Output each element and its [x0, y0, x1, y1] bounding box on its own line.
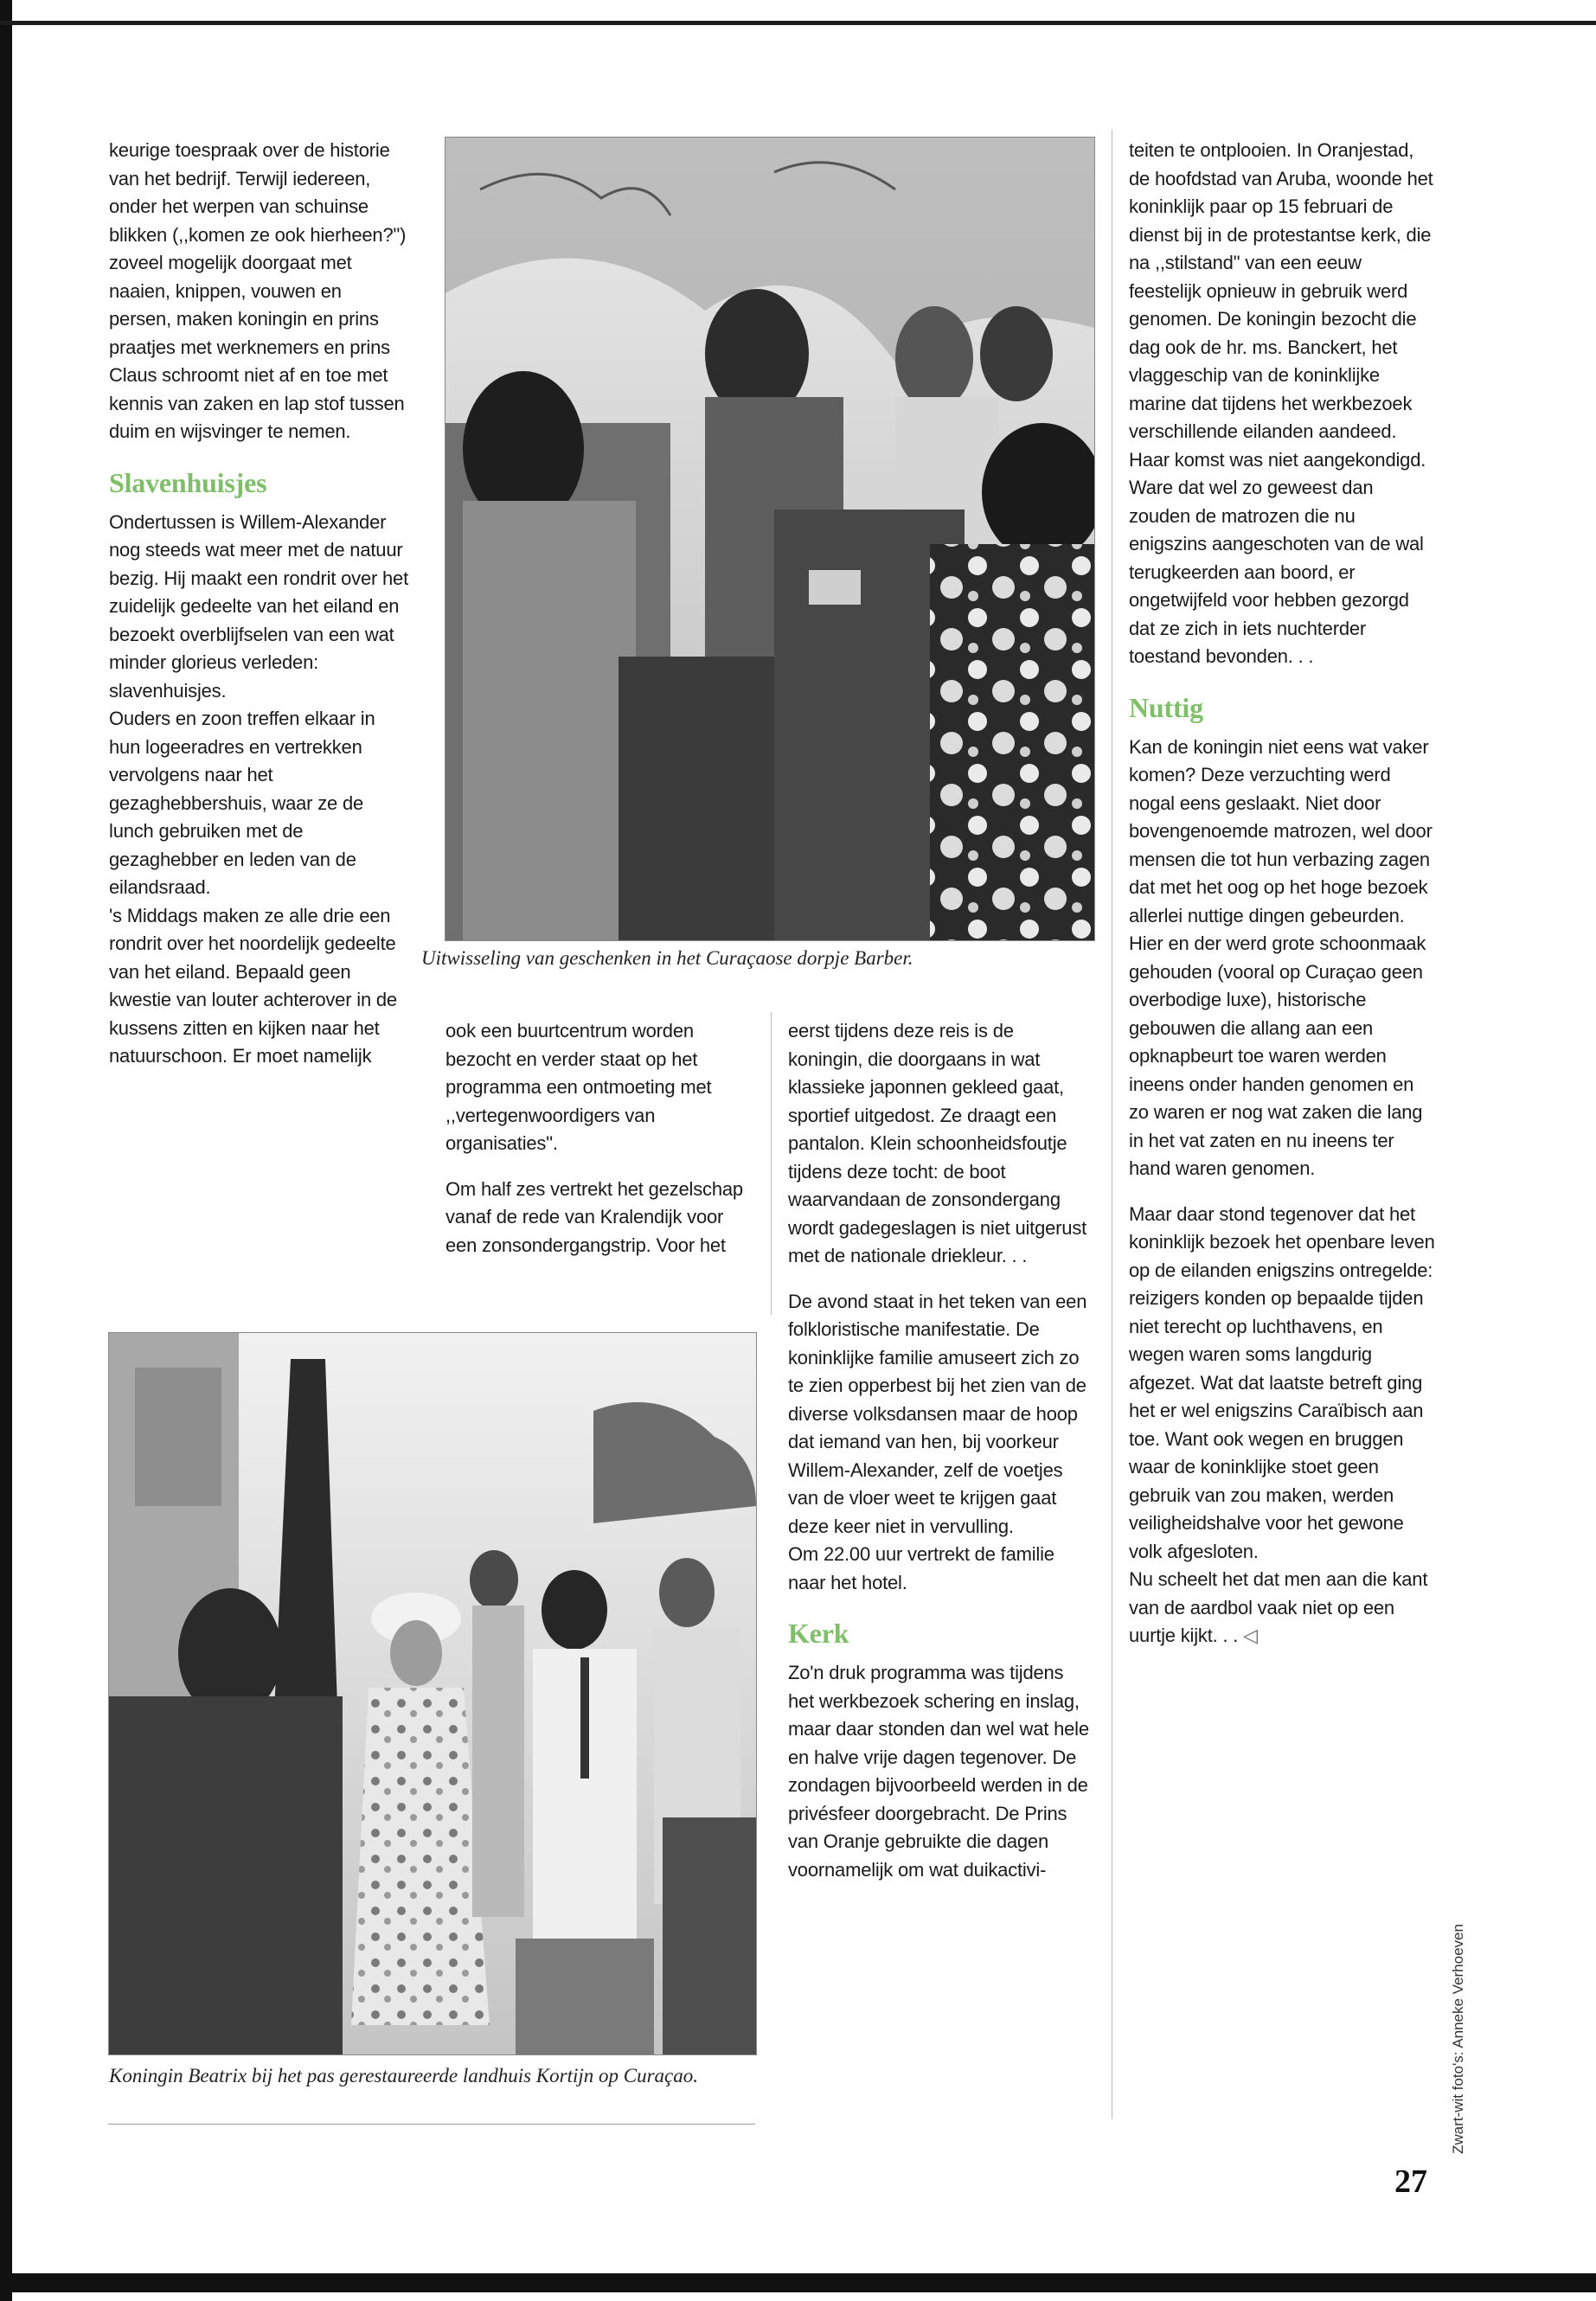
col4-paragraph-1: teiten te ontplooien. In Oranjestad, de hoofdstad van Aruba, woonde het koninklijk paar op 15 februari de dienst bij in de protestantse kerk, die na ,,stilstand" van een eeuw feestelijk opnieuw in gebruik werd genomen. De koningin bezocht die dag ook de hr. ms. Banckert, het vlaggeschip van de koninklijke marine dat tijdens het werkbezoek verschillende eilanden aandeed. Haar komst was niet aangekondigd. Ware dat wel zo geweest dan zouden de matrozen die nu enigszins aangeschoten van de wal terugkeerden aan boord, er ongetwijfeld voor hebben gezorgd dat ze zich in iets nuchterder toestand bevonden. . . [1129, 139, 1433, 667]
column-4 [1129, 137, 1436, 1650]
photo-queen-beatrix [108, 1332, 757, 2055]
photo-queen-beatrix-caption: Koningin Beatrix bij het pas gerestaureerde landhuis Kortijn op Curaçao. [109, 2065, 699, 2086]
col4-paragraph-4-text: Nu scheelt het dat men aan die kant van de aardbol vaak niet op een uurtje kijkt. . . [1129, 1568, 1428, 1646]
column-1 [109, 137, 408, 1071]
page-number: 27 [1394, 2163, 1427, 2200]
column-3 [788, 1017, 1093, 1884]
column-divider-2-3 [771, 1012, 772, 1315]
col3-paragraph-3: Om 22.00 uur vertrekt de familie naar het hotel. [788, 1543, 1054, 1593]
col4-paragraph-4 [1129, 1566, 1436, 1650]
col1-paragraph-3: Ouders en zoon treffen elkaar in hun logeeradres en vertrekken vervolgens naar het gezaghebbershuis, waar ze de lunch gebruiken met de gezaghebber en leden van de eilandsraad. [109, 708, 375, 898]
left-edge-bar [0, 0, 12, 2301]
photo-gift-exchange [445, 137, 1095, 941]
caption-underline-rule [108, 2124, 755, 2125]
col1-paragraph-2: Ondertussen is Willem-Alexander nog steeds wat meer met de natuur bezig. Hij maakt een rondrit over het zuidelijk gedeelte van het eiland en bezoekt overblijfselen van een wat minder glorieus verleden: slavenhuisjes. [109, 510, 408, 702]
photo-credit: Zwart-wit foto's: Anneke Verhoeven [1450, 1924, 1466, 2154]
subheading-slavenhuisjes: Slavenhuisjes [109, 466, 267, 498]
subheading-nuttig: Nuttig [1129, 691, 1203, 723]
subheading-kerk: Kerk [788, 1618, 849, 1649]
photo-queen-beatrix-image [109, 1333, 756, 2054]
end-mark-icon: ◁ [1243, 1625, 1258, 1646]
col2-paragraph-1: ook een buurtcentrum worden bezocht en verder staat op het programma een ontmoeting met ,,vertegenwoordigers van organisaties". [445, 1020, 712, 1154]
col1-paragraph-1: keurige toespraak over de historie van het bedrijf. Terwijl iedereen, onder het werpen van schuinse blikken (,,komen ze ook hierheen?") zoveel mogelijk doorgaat met naaien, knippen, vouwen en persen, maken koningin en prins praatjes met werknemers en prins Claus schroomt niet af en toe met kennis van zaken en lap stof tussen duim en wijsvinger te nemen. [109, 139, 407, 442]
photo-gift-exchange-caption: Uitwisseling van geschenken in het Curaçaose dorpje Barber. [421, 947, 913, 969]
column-2 [445, 1017, 748, 1259]
col3-paragraph-4: Zo'n druk programma was tijdens het werkbezoek schering en inslag, maar daar stonden dan wel wat hele en halve vrije dagen tegenover. De zondagen bijvoorbeeld werden in de privésfeer doorgebracht. De Prins van Oranje gebruikte die dagen voornamelijk om wat duikactivi- [788, 1662, 1089, 1881]
bottom-edge-bar [0, 2273, 1596, 2292]
col2-paragraph-2: Om half zes vertrekt het gezelschap vanaf de rede van Kralendijk voor een zonsondergangstrip. Voor het [445, 1177, 743, 1256]
photo-gift-exchange-image [445, 138, 1094, 940]
col4-paragraph-3: Maar daar stond tegenover dat het koninklijk bezoek het openbare leven op de eilanden enigszins ontregelde: reizigers konden op bepaalde tijden niet terecht op luchthavens, en wegen waren soms langdurig afgezet. Wat dat laatste betreft ging het er wel enigszins Caraïbisch aan toe. Want ook wegen en bruggen waar de koninklijke stoet geen gebruik van zou maken, werden veiligheidshalve voor het gewone volk afgesloten. [1129, 1202, 1435, 1562]
col3-paragraph-1: eerst tijdens deze reis is de koningin, die doorgaans in wat klassieke japonnen gekleed gaat, sportief uitgedost. Ze draagt een pantalon. Klein schoonheidsfoutje tijdens deze tocht: de boot waarvandaan de zonsondergang wordt gadegeslagen is niet uitgerust met de nationale driekleur. . . [788, 1020, 1087, 1266]
top-rule [0, 21, 1596, 25]
col1-paragraph-4: 's Middags maken ze alle drie een rondrit over het noordelijk gedeelte van het eiland. Bepaald geen kwestie van louter achterover in de kussens zitten en kijken naar het natuurschoon. Er moet namelijk [109, 904, 397, 1067]
col4-paragraph-2: Kan de koningin niet eens wat vaker komen? Deze verzuchting werd nogal eens geslaakt. Niet door bovengenoemde matrozen, wel door mensen die tot hun verbazing zagen dat met het oog op het hoge bezoek allerlei nuttige dingen gebeurden. Hier en der werd grote schoonmaak gehouden (vooral op Curaçao geen overbodige luxe), historische gebouwen die allang aan een opknapbeurt toe waren werden ineens onder handen genomen en zo waren er nog wat zaken die lang in het vat zaten en nu ineens ter hand waren genomen. [1129, 735, 1433, 1179]
col3-paragraph-2: De avond staat in het teken van een folkloristische manifestatie. De koninklijke familie amuseert zich zo te zien opperbest bij het zien van de diverse volksdansen maar de hoop dat iemand van hen, bij voorkeur Willem-Alexander, zelf de voetjes van de vloer weet te krijgen gaat deze keer niet in vervulling. [788, 1290, 1087, 1537]
